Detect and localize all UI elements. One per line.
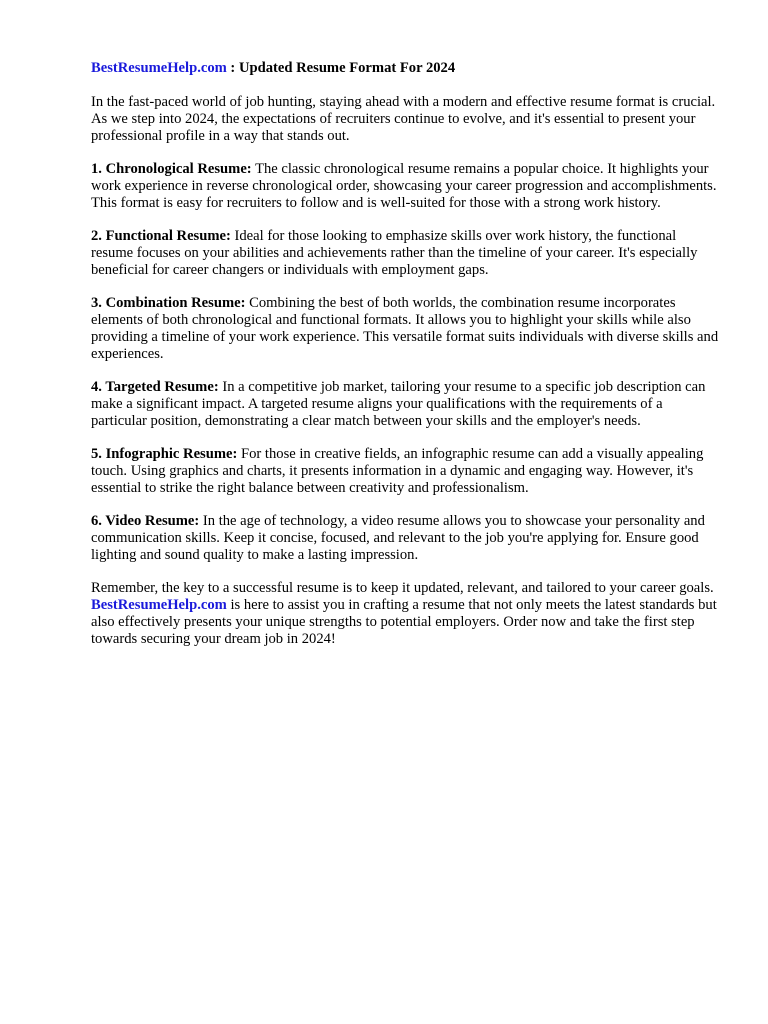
section-functional [91, 228, 721, 279]
intro-paragraph: In the fast-paced world of job hunting, staying ahead with a modern and effective resume format is crucial. As we step into 2024, the expectations of recruiters continue to evolve, and it's essential to present your professional profile in a way that stands out. [91, 94, 716, 144]
conclusion-paragraph [91, 580, 721, 648]
section-text: Ideal for those looking to emphasize skills over work history, the functional resume focuses on your abilities and achievements rather than the timeline of your career. It's especially beneficial for career changers or individuals with employment gaps. [91, 228, 698, 278]
section-combination [91, 295, 721, 363]
title-separator: : [226, 60, 239, 76]
section-text: In the age of technology, a video resume allows you to showcase your personality and communication skills. Keep it concise, focused, and relevant to the job you're applying for. Ensure good lighting and sound quality to make a lasting impression. [91, 513, 705, 563]
conclusion-site-link[interactable]: BestResumeHelp.com [91, 597, 227, 613]
conclusion-text-after: is here to assist you in crafting a resume that not only meets the latest standards but also effectively presents your unique strengths to potential employers. Order now and take the first step towards securing your dream job in 2024! [91, 597, 717, 647]
section-text: For those in creative fields, an infographic resume can add a visually appealing touch. Using graphics and charts, it presents information in a dynamic and engaging way. However, it's essential to strike the right balance between creativity and professionalism. [91, 446, 704, 496]
section-targeted [91, 379, 721, 430]
section-infographic [91, 446, 721, 497]
section-text: The classic chronological resume remains a popular choice. It highlights your work experience in reverse chronological order, showcasing your career progression and accomplishments. This format is easy for recruiters to follow and is well-suited for those with a strong work history. [91, 161, 717, 211]
section-heading: 5. Infographic Resume: [91, 446, 238, 462]
site-link[interactable]: BestResumeHelp.com [91, 60, 227, 76]
section-heading: 4. Targeted Resume: [91, 379, 219, 395]
section-heading: 3. Combination Resume: [91, 295, 246, 311]
document-title [91, 60, 721, 77]
section-chronological [91, 161, 721, 212]
section-heading: 6. Video Resume: [91, 513, 200, 529]
conclusion-text-before: Remember, the key to a successful resume is to keep it updated, relevant, and tailored to your career goals. [91, 580, 714, 596]
section-text: Combining the best of both worlds, the combination resume incorporates elements of both chronological and functional formats. It allows you to highlight your skills while also providing a timeline of your work experience. This versatile format suits individuals with diverse skills and experiences. [91, 295, 719, 362]
document-body [91, 60, 721, 648]
section-heading: 1. Chronological Resume: [91, 161, 252, 177]
section-heading: 2. Functional Resume: [91, 228, 231, 244]
section-text: In a competitive job market, tailoring your resume to a specific job description can make a significant impact. A targeted resume aligns your qualifications with the requirements of a particular position, demonstrating a clear match between your skills and the employer's needs. [91, 379, 706, 429]
section-video [91, 513, 721, 564]
title-text: Updated Resume Format For 2024 [238, 60, 456, 76]
